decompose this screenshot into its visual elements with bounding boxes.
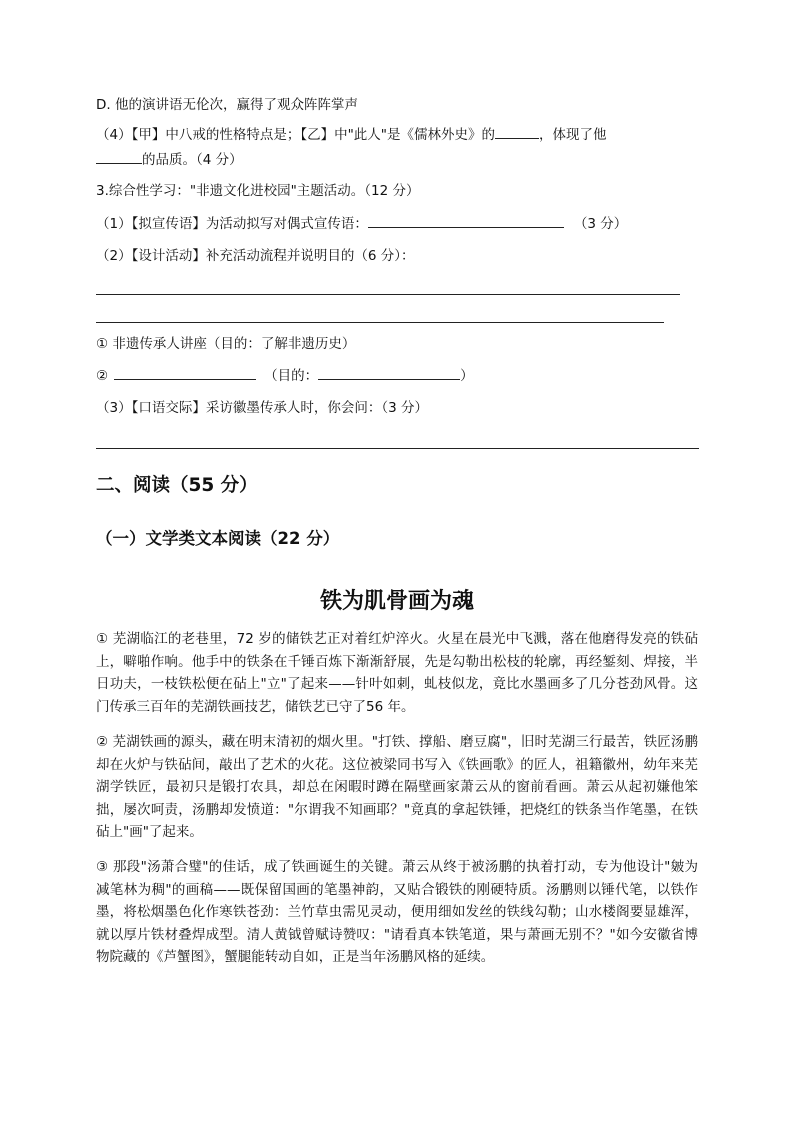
paragraph-3: ③ 那段"汤萧合璧"的佳话，成了铁画诞生的关键。萧云从终于被汤鹏的执着打动，专为他设计"皴为减笔林为稠"的画稿——既保留国画的笔墨神韵，又贴合锻铁的刚硬特质。汤鹏则以锤代笔，以铁作墨，将松烟墨色化作寒铁苍劲：兰竹草虫需见灵动，便用细如发丝的铁线勾勒；山水楼阁要显雄浑，就以厚片铁材叠焊成型。清人黄钺曾赋诗赞叹："请看真本铁笔道，果与萧画无别不？"如今安徽省博物院藏的《芦蟹图》，蟹腿能转动自如，正是当年汤鹏风格的延续。 [96,859,698,965]
step2-activity-blank[interactable] [114,367,256,380]
q3-heading: 3.综合性学习："非遗文化进校园"主题活动。（12 分） [96,183,420,199]
answer-line-2[interactable] [96,322,664,323]
step2-purpose-blank[interactable] [318,367,460,380]
q4-line2-text: 的品质。（4 分） [142,152,243,168]
sub-heading: （一）文学类文本阅读（22 分） [96,529,340,548]
q4-answer-blank-2[interactable] [96,151,142,164]
article-title: 铁为肌骨画为魂 [319,589,474,614]
answer-line-1[interactable] [96,294,680,295]
q3-1 [96,215,627,233]
activity-step-1: ① 非遗传承人讲座（目的：了解非遗历史） [96,336,356,352]
option-d: D. 他的演讲语无伦次，赢得了观众阵阵掌声 [96,97,358,113]
section-divider [96,448,699,449]
q4-answer-blank-1[interactable] [495,126,539,139]
q4-line1-text-b: ，体现了他 [539,127,607,143]
activity-step-2 [96,367,474,385]
q4-line1 [96,126,607,144]
step2-purpose-close: ） [460,368,474,384]
q4-line1-text-a: （4）【甲】中八戒的性格特点是；【乙】中"此人"是《儒林外史》的 [96,127,496,143]
q3-1-text: （1）【拟宣传语】为活动拟写对偶式宣传语： [96,216,368,232]
q3-3: （3）【口语交际】采访徽墨传承人时，你会问：（3 分） [96,400,428,416]
q3-2: （2）【设计活动】补充活动流程并说明目的（6 分）： [96,248,415,264]
slogan-answer-blank[interactable] [368,215,564,228]
paragraph-1: ① 芜湖临江的老巷里，72 岁的储铁艺正对着红炉淬火。火星在晨光中飞溅，落在他磨得发亮的铁砧上，噼啪作响。他手中的铁条在千锤百炼下渐渐舒展，先是勾勒出松枝的轮廓，再经錾刻、焊接，半日功夫，一枝铁松便在砧上"立"了起来——针叶如刺，虬枝似龙，竟比水墨画多了几分苍劲风骨。这门传承三百年的芜湖铁画技艺，储铁艺已守了56 年。 [96,631,698,715]
step2-number: ② [96,368,109,384]
q3-1-score: （3 分） [573,216,628,232]
paragraph-2: ② 芜湖铁画的源头，藏在明末清初的烟火里。"打铁、撑船、磨豆腐"，旧时芜湖三行最苦，铁匠汤鹏却在火炉与铁砧间，敲出了艺术的火花。这位被梁同书写入《铁画歌》的匠人，祖籍徽州，幼年来芜湖学铁匠，最初只是锻打农具，却总在闲暇时蹲在隔壁画家萧云从的窗前看画。萧云从起初嫌他笨拙，屡次呵责，汤鹏却发愤道："尔谓我不知画耶？"竟真的拿起铁锤，把烧红的铁条当作笔墨，在铁砧上"画"了起来。 [96,734,698,840]
step2-purpose-open: （目的： [264,368,319,384]
section-heading: 二、阅读（55 分） [96,475,258,496]
q4-line2 [96,151,243,169]
